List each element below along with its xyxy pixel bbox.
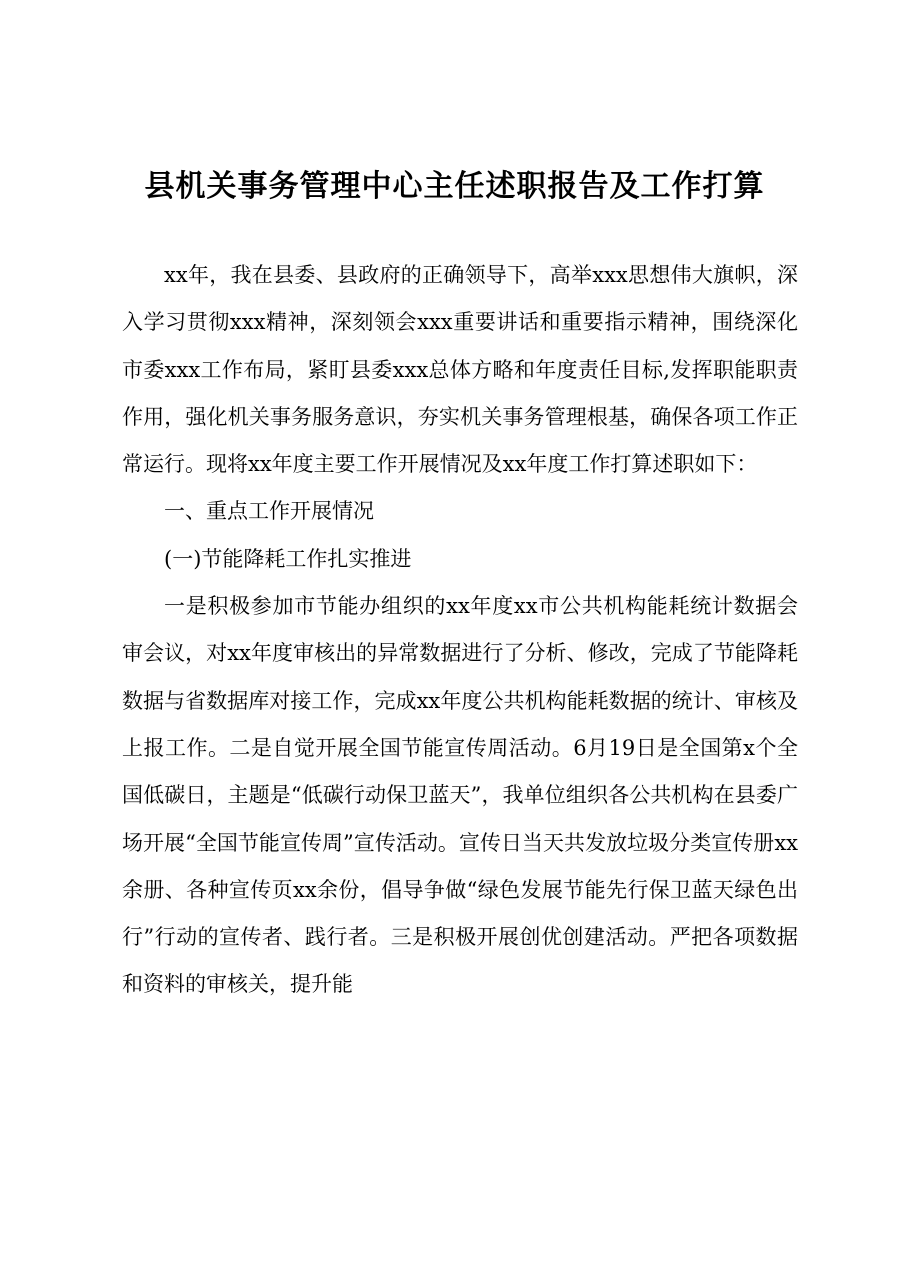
document-title: 县机关事务管理中心主任述职报告及工作打算 (144, 169, 765, 204)
section-heading: 一、重点工作开展情况 (164, 499, 374, 524)
subsection-heading: (一)节能降耗工作扎实推进 (164, 546, 412, 571)
paragraph-energy-saving: 一是积极参加市节能办组织的xx年度xx市公共机构能耗统计数据会审会议，对xx年度审核出的异常数据进行了分析、修改，完成了节能降耗数据与省数据库对接工作，完成xx年度公共机构能耗数据的统计、审核及上报工作。二是自觉开展全国节能宣传周活动。6月19日是全国第x个全国低碳日，主题是“低碳行动保卫蓝天”，我单位组织各公共机构在县委广场开展“全国节能宣传周”宣传活动。宣传日当天共发放垃圾分类宣传册xx余册、各种宣传页xx余份，倡导争做“绿色发展节能先行保卫蓝天绿色出行”行动的宣传者、践行者。三是积极开展创优创建活动。严把各项数据和资料的审核关，提升能 (122, 594, 798, 997)
paragraph-intro: xx年，我在县委、县政府的正确领导下，高举xxx思想伟大旗帜，深入学习贯彻xxx精神，深刻领会xxx重要讲话和重要指示精神，围绕深化市委xxx工作布局，紧盯县委xxx总体方略和年度责任目标,发挥职能职责作用，强化机关事务服务意识，夯实机关事务管理根基，确保各项工作正常运行。现将xx年度主要工作开展情况及xx年度工作打算述职如下： (122, 263, 798, 477)
document-body (122, 252, 798, 1009)
